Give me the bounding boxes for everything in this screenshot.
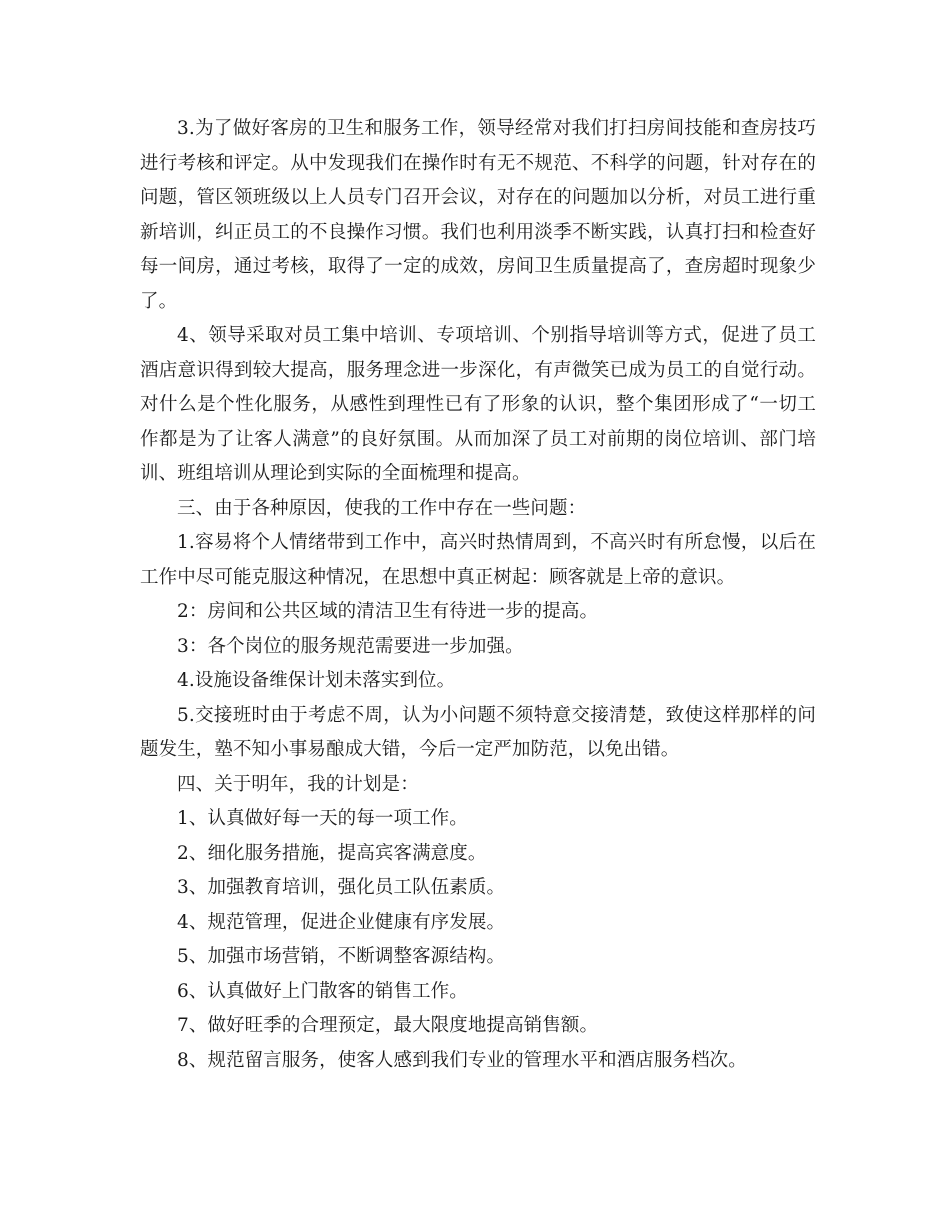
plan-item-5: 5、加强市场营销，不断调整客源结构。 (177, 946, 506, 967)
plan-item-6: 6、认真做好上门散客的销售工作。 (177, 980, 468, 1002)
problem-item-4: 4.设施设备维保计划未落实到位。 (177, 670, 456, 691)
plan-item-8: 8、规范留言服务，使客人感到我们专业的管理水平和酒店服务档次。 (177, 1049, 747, 1071)
plan-item-2: 2、细化服务措施，提高宾客满意度。 (177, 842, 487, 864)
problem-item-3: 3：各个岗位的服务规范需要进一步加强。 (177, 635, 524, 657)
document-body (140, 112, 816, 1078)
problem-item-5: 5.交接班时由于考虑不周，认为小问题不须特意交接清楚，致使这样那样的问题发生，塾不知小事易酿成大错，今后一定严加防范，以免出错。 (140, 704, 816, 760)
plan-item-3: 3、加强教育培训，强化员工队伍素质。 (177, 877, 506, 898)
plan-item-1: 1、认真做好每一天的每一项工作。 (177, 808, 468, 829)
plan-item-4: 4、规范管理，促进企业健康有序发展。 (177, 911, 506, 933)
section-heading-plans: 四、关于明年，我的计划是： (177, 773, 419, 795)
problem-item-1: 1.容易将个人情绪带到工作中，高兴时热情周到，不高兴时有所怠慢，以后在工作中尽可能克服这种情况，在思想中真正树起：顾客就是上帝的意识。 (140, 532, 816, 588)
plan-item-7: 7、做好旺季的合理预定，最大限度地提高销售额。 (177, 1015, 599, 1036)
paragraph-staff-training: 4、领导采取对员工集中培训、专项培训、个别指导培训等方式，促进了员工酒店意识得到较大提高，服务理念进一步深化，有声微笑已成为员工的自觉行动。对什么是个性化服务，从感性到理性已有了形象的认识，整个集团形成了“一切工作都是为了让客人满意”的良好氛围。从而加深了员工对前期的岗位培训、部门培训、班组培训从理论到实际的全面梳理和提高。 (140, 325, 816, 484)
paragraph-room-hygiene-assessment: 3.为了做好客房的卫生和服务工作，领导经常对我们打扫房间技能和查房技巧进行考核和评定。从中发现我们在操作时有无不规范、不科学的问题，针对存在的问题，管区领班级以上人员专门召开会议，对存在的问题加以分析，对员工进行重新培训，纠正员工的不良操作习惯。我们也利用淡季不断实践，认真打扫和检查好每一间房，通过考核，取得了一定的成效，房间卫生质量提高了，查房超时现象少了。 (140, 118, 816, 312)
problem-item-2: 2：房间和公共区域的清洁卫生有待进一步的提高。 (177, 601, 599, 622)
section-heading-problems: 三、由于各种原因，使我的工作中存在一些问题： (177, 497, 587, 519)
